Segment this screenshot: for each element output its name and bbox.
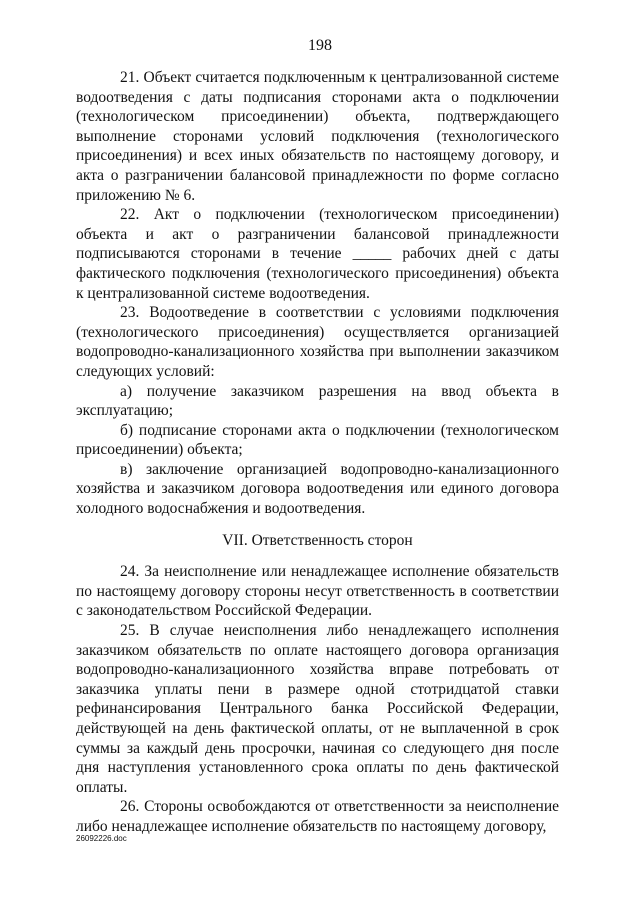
list-item-a: а) получение заказчиком разрешения на ввод объекта в эксплуатацию;	[76, 382, 559, 420]
paragraph-23: 23. Водоотведение в соответствии с условиями подключения (технологического присоединения) осуществляется организацией водопроводно-канализационного хозяйства при выполнении заказчиком следующих условий:	[76, 304, 559, 380]
page-number: 198	[308, 37, 332, 54]
list-item-b: б) подписание сторонами акта о подключении (технологическом присоединении) объекта;	[76, 421, 559, 459]
list-item-c: в) заключение организацией водопроводно-канализационного хозяйства и заказчиком договора водоотведения или единого договора холодного водоснабжения и водоотведения.	[76, 460, 559, 518]
paragraph-24: 24. За неисполнение или ненадлежащее исполнение обязательств по настоящему договору стороны несут ответственность в соответствии с законодательством Российской Федерации.	[76, 563, 559, 620]
footer-filename: 26092226.doc	[76, 834, 127, 843]
document-body	[76, 68, 559, 837]
paragraph-26: 26. Стороны освобождаются от ответственности за неисполнение либо ненадлежащее исполнение обязательств по настоящему договору,	[76, 798, 559, 835]
section-heading: VII. Ответственность сторон	[222, 531, 413, 549]
paragraph-25: 25. В случае неисполнения либо ненадлежащего исполнения заказчиком обязательств по оплате настоящего договора организация водопроводно-канализационного хозяйства вправе потребовать от заказчика уплаты пени в размере одной стотридцатой ставки рефинансирования Центрального банка Российской Федерации, действующей на день фактической оплаты, от не выплаченной в срок суммы за каждый день просрочки, начиная со следующего дня после дня наступления установленного срока оплаты по день фактической оплаты.	[76, 622, 559, 796]
paragraph-21: 21. Объект считается подключенным к централизованной системе водоотведения с даты подписания сторонами акта о подключении (технологическом присоединении) объекта, подтверждающего выполнение сторонами условий подключения (технологического присоединения) и всех иных обязательств по настоящему договору, и акта о разграничении балансовой принадлежности по форме согласно приложению № 6.	[76, 69, 559, 204]
paragraph-22: 22. Акт о подключении (технологическом присоединении) объекта и акт о разграничении балансовой принадлежности подписываются сторонами в течение _____ рабочих дней с даты фактического подключения (технологического присоединения) объекта к централизованной системе водоотведения.	[76, 206, 559, 302]
